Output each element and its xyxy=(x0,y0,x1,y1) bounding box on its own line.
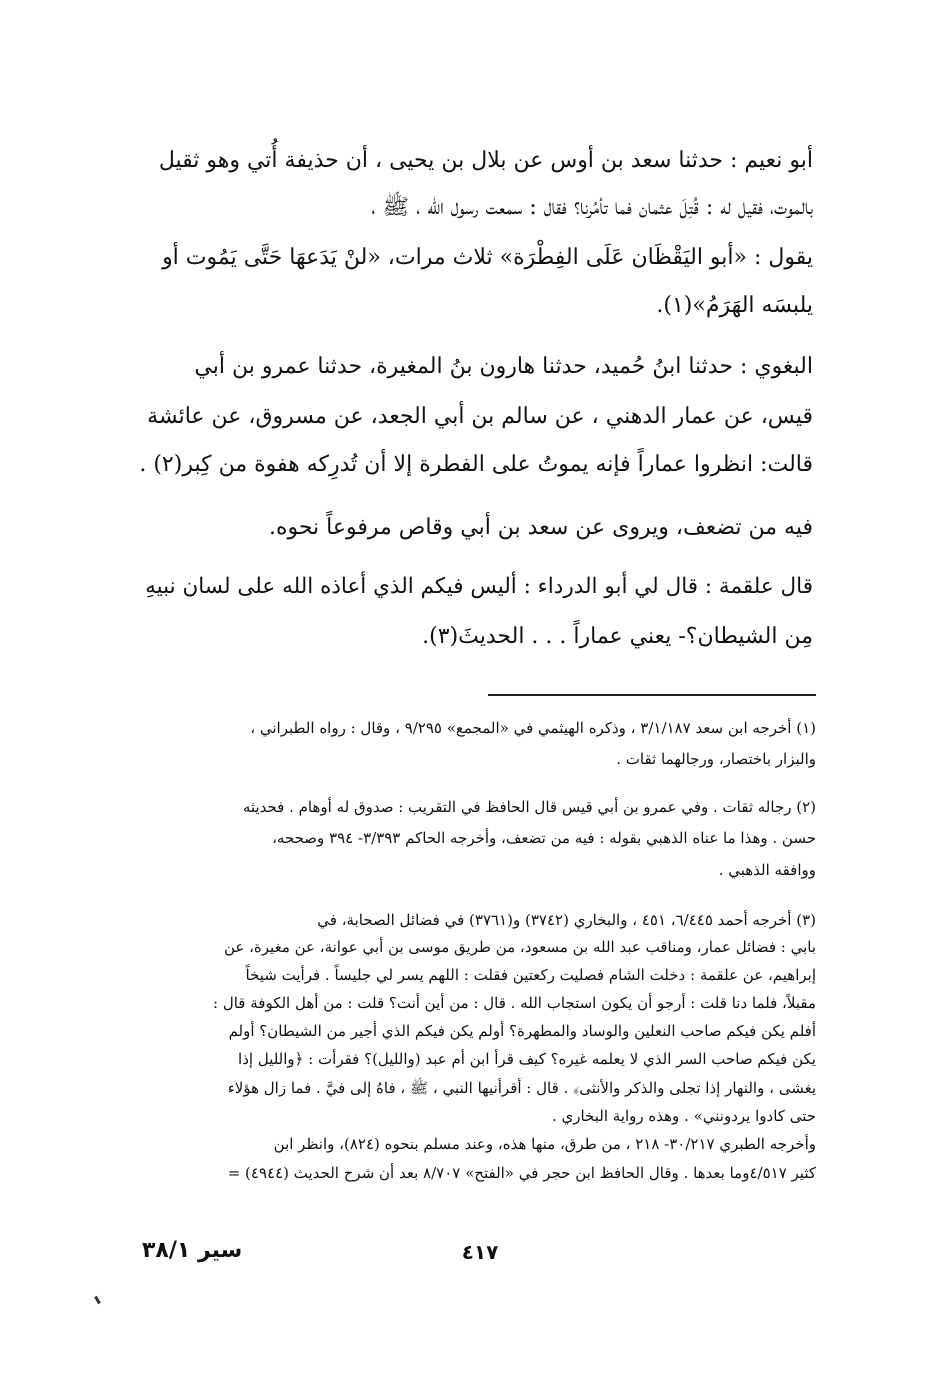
main-text-line: قيس، عن عمار الدهني ، عن سالم بن أبي الجعد، عن مسروق، عن عائشة xyxy=(147,404,813,429)
stray-ink-mark xyxy=(94,1296,101,1304)
footnote-line: ووافقه الذهبي . xyxy=(718,861,816,879)
footnote-line: مقبلاً، فلما دنا قلت : أرجو أن يكون استجاب الله . قال : من أين أنت؟ قلت : من أهل الكوفة قال : xyxy=(213,994,816,1012)
main-text-line: قال علقمة : قال لي أبو الدرداء : أليس فيكم الذي أعاذه الله على لسان نبيهِ xyxy=(145,574,813,599)
footnote-line: والبزار باختصار، ورجالهما ثقات . xyxy=(616,750,816,768)
footnote-line: (٢) رجاله ثقات . وفي عمرو بن أبي قيس قال الحافظ في التقريب : صدوق له أوهام . فحديثه xyxy=(242,798,816,816)
main-text-line: البغوي : حدثنا ابنُ حُميد، حدثنا هارون بنُ المغيرة، حدثنا عمرو بن أبي xyxy=(194,354,813,379)
footnote-line: أفلم يكن فيكم صاحب النعلين والوساد والمطهرة؟ أولم يكن فيكم الذي أجير من الشيطان؟ أولم xyxy=(228,1022,816,1040)
footnote-separator xyxy=(488,694,816,696)
footnote-line: وأخرجه الطبري ٣٠/٢١٧- ٢١٨ ، من طرق، منها هذه، وعند مسلم بنحوه (٨٢٤)، وانظر ابن xyxy=(273,1135,816,1153)
main-text-line: فيه من تضعف، ويروى عن سعد بن أبي وقاص مرفوعاً نحوه. xyxy=(268,515,813,540)
main-text-line: قالت: انظروا عماراً فإنه يموتُ على الفطرة إلا أن تُدرِكه هفوة من كِبر(٢) . xyxy=(139,452,813,477)
footnote-line: بابي : فضائل عمار، ومناقب عبد الله بن مسعود، من طريق موسى بن أبي عوانة، عن مغيرة، عن xyxy=(223,938,816,956)
signature-mark: سير ٣٨/١ xyxy=(142,1238,243,1263)
main-text-line: يلبسَه الهَرَمُ»(١). xyxy=(656,293,813,318)
footnote-line: (١) أخرجه ابن سعد ٣/١/١٨٧ ، وذكره الهيثمي في «المجمع» ٩/٢٩٥ ، وقال : رواه الطبراني ، xyxy=(250,719,816,737)
footnote-line: يكن فيكم صاحب السر الذي لا يعلمه غيره؟ كيف قرأ ابن أم عبد (والليل)؟ فقرأت : ﴿والليل إذا xyxy=(238,1050,816,1068)
main-text-line: يقول : «أبو اليَقْظَان عَلَى الفِطْرَة» ثلاث مرات، «لنْ يَدَعهَا حَتَّى يَمُوت أو xyxy=(162,245,813,270)
main-text-line: مِن الشيطان؟- يعني عماراً . . . الحديثَ(٣). xyxy=(422,624,813,649)
footnote-line: إبراهيم، عن علقمة : دخلت الشام فصليت ركعتين فقلت : اللهم يسر لي جليساً . فرأيت شيخاً xyxy=(245,966,816,984)
main-text-line: أبو نعيم : حدثنا سعد بن أوس عن بلال بن يحيى ، أن حذيفة أُتي وهو ثقيل xyxy=(158,148,813,173)
footnote-line: حسن . وهذا ما عناه الذهبي بقوله : فيه من تضعف، وأخرجه الحاكم ٣/٣٩٣- ٣٩٤ وصححه، xyxy=(272,829,816,847)
footnote-line: حتى كادوا يردونني» . وهذه رواية البخاري . xyxy=(551,1107,816,1125)
footnote-line: يغشى ، والنهار إذا تجلى والذكر والأنثى﴾ . قال : أقرأنيها النبي ، ﷺ ، فاهُ إلى فيَّ . فما زال هؤلاء xyxy=(227,1079,816,1097)
main-text-line: بالموت، فقيل له : قُتِلَ عثمان فما تأمُرنا؟ فقال : سمعت رسول الله ، ﷺ ، xyxy=(371,195,813,220)
footnote-line: (٣) أخرجه أحمد ٦/٤٤٥، ٤٥١ ، والبخاري (٣٧٤٢) و(٣٧٦١) في فضائل الصحابة، في xyxy=(317,911,816,929)
page-number: ٤١٧ xyxy=(461,1240,499,1264)
footnote-line: كثير ٤/٥١٧وما بعدها . وقال الحافظ ابن حجر في «الفتح» ٨/٧٠٧ بعد أن شرح الحديث (٤٩٤٤) = xyxy=(227,1164,816,1182)
